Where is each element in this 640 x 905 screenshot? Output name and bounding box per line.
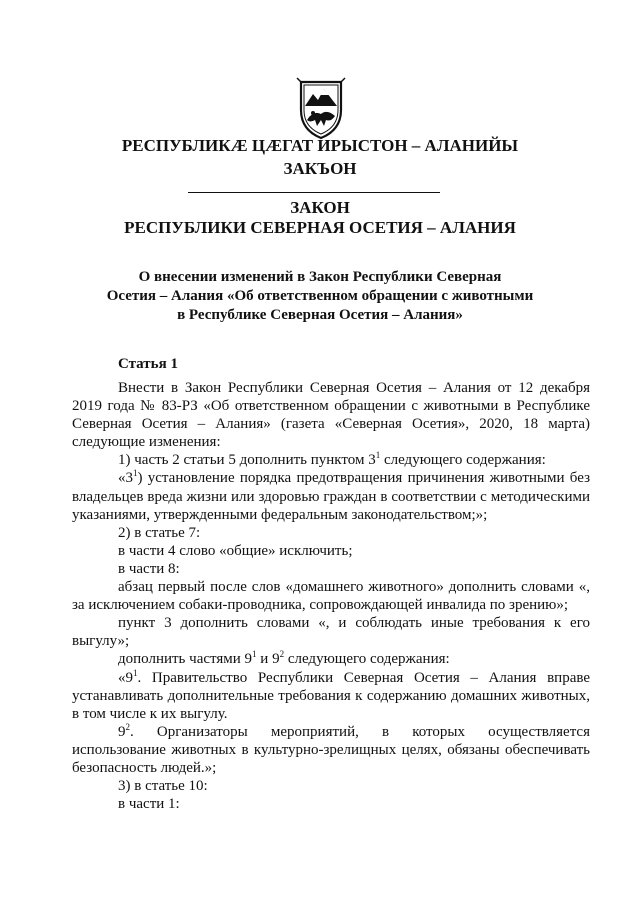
header-russian-republic: РЕСПУБЛИКИ СЕВЕРНАЯ ОСЕТИЯ – АЛАНИЯ [124, 218, 516, 237]
article-body [72, 379, 590, 813]
paragraph-item-1: 1) часть 2 статьи 5 дополнить пунктом $3^1$ следующего содержания: [118, 450, 546, 469]
article-heading: Статья 1 [118, 356, 178, 372]
header-ossetian-republic: РЕСПУБЛИКӔ ЦӔГАТ ИРЫСТОН – АЛАНИЙЫ [121, 136, 519, 155]
paragraph-part-1: в части 1: [118, 796, 180, 813]
coat-of-arms-emblem [293, 76, 349, 140]
title-line: в Республике Северная Осетия – Алания» [177, 307, 463, 323]
paragraph-intro: Внести в Закон Республики Северная Осетия – Алания от 12 декабря 2019 года № 83-РЗ «Об ответственном обращении с животными в Республике Северная Осетия – Алания» (газета «Северная Осетия», 2020, 18 марта) следующие изменения: [72, 380, 590, 451]
title-line: Осетия – Алания «Об ответственном обращении с животными [106, 288, 534, 304]
paragraph-part-91: «$9^1$. Правительство Республики Северная Осетия – Алания вправе устанавливать дополнительные требования к содержанию домашних животных, в том числе к их выгулу. [72, 667, 590, 722]
paragraph-part-8: в части 8: [118, 560, 180, 577]
title-line: О внесении изменений в Закон Республики Северная [138, 269, 502, 285]
document-title [0, 268, 640, 325]
paragraph-point-3: пункт 3 дополнить словами «, и соблюдать иные требования к его выгулу»; [72, 615, 590, 650]
header-russian-law: ЗАКОН [290, 198, 350, 217]
header-divider [188, 192, 440, 193]
paragraph-part-4: в части 4 слово «общие» исключить; [118, 542, 353, 559]
paragraph-quote-31: «$3^1$) установление порядка предотвращения причинения животными без владельцев вреда жизни или здоровью граждан в соответствии с методическими указаниями, утвержденными федеральным законодательством;»; [72, 468, 590, 523]
paragraph-item-3: 3) в статье 10: [118, 778, 208, 795]
paragraph-part-92: $9^2$. Организаторы мероприятий, в которых осуществляется использование животных в культурно-зрелищных целях, обязаны обеспечивать безопасность людей.»; [72, 721, 590, 776]
paragraph-item-2: 2) в статье 7: [118, 524, 201, 541]
paragraph-first-abzac: абзац первый после слов «домашнего животного» дополнить словами «, за исключением собаки-проводника, сопровождающей инвалида по зрению»; [72, 579, 590, 614]
paragraph-add-parts: дополнить частями $9^1$ и $9^2$ следующего содержания: [118, 649, 450, 668]
header-ossetian-law: ЗАКЪОН [283, 159, 357, 178]
